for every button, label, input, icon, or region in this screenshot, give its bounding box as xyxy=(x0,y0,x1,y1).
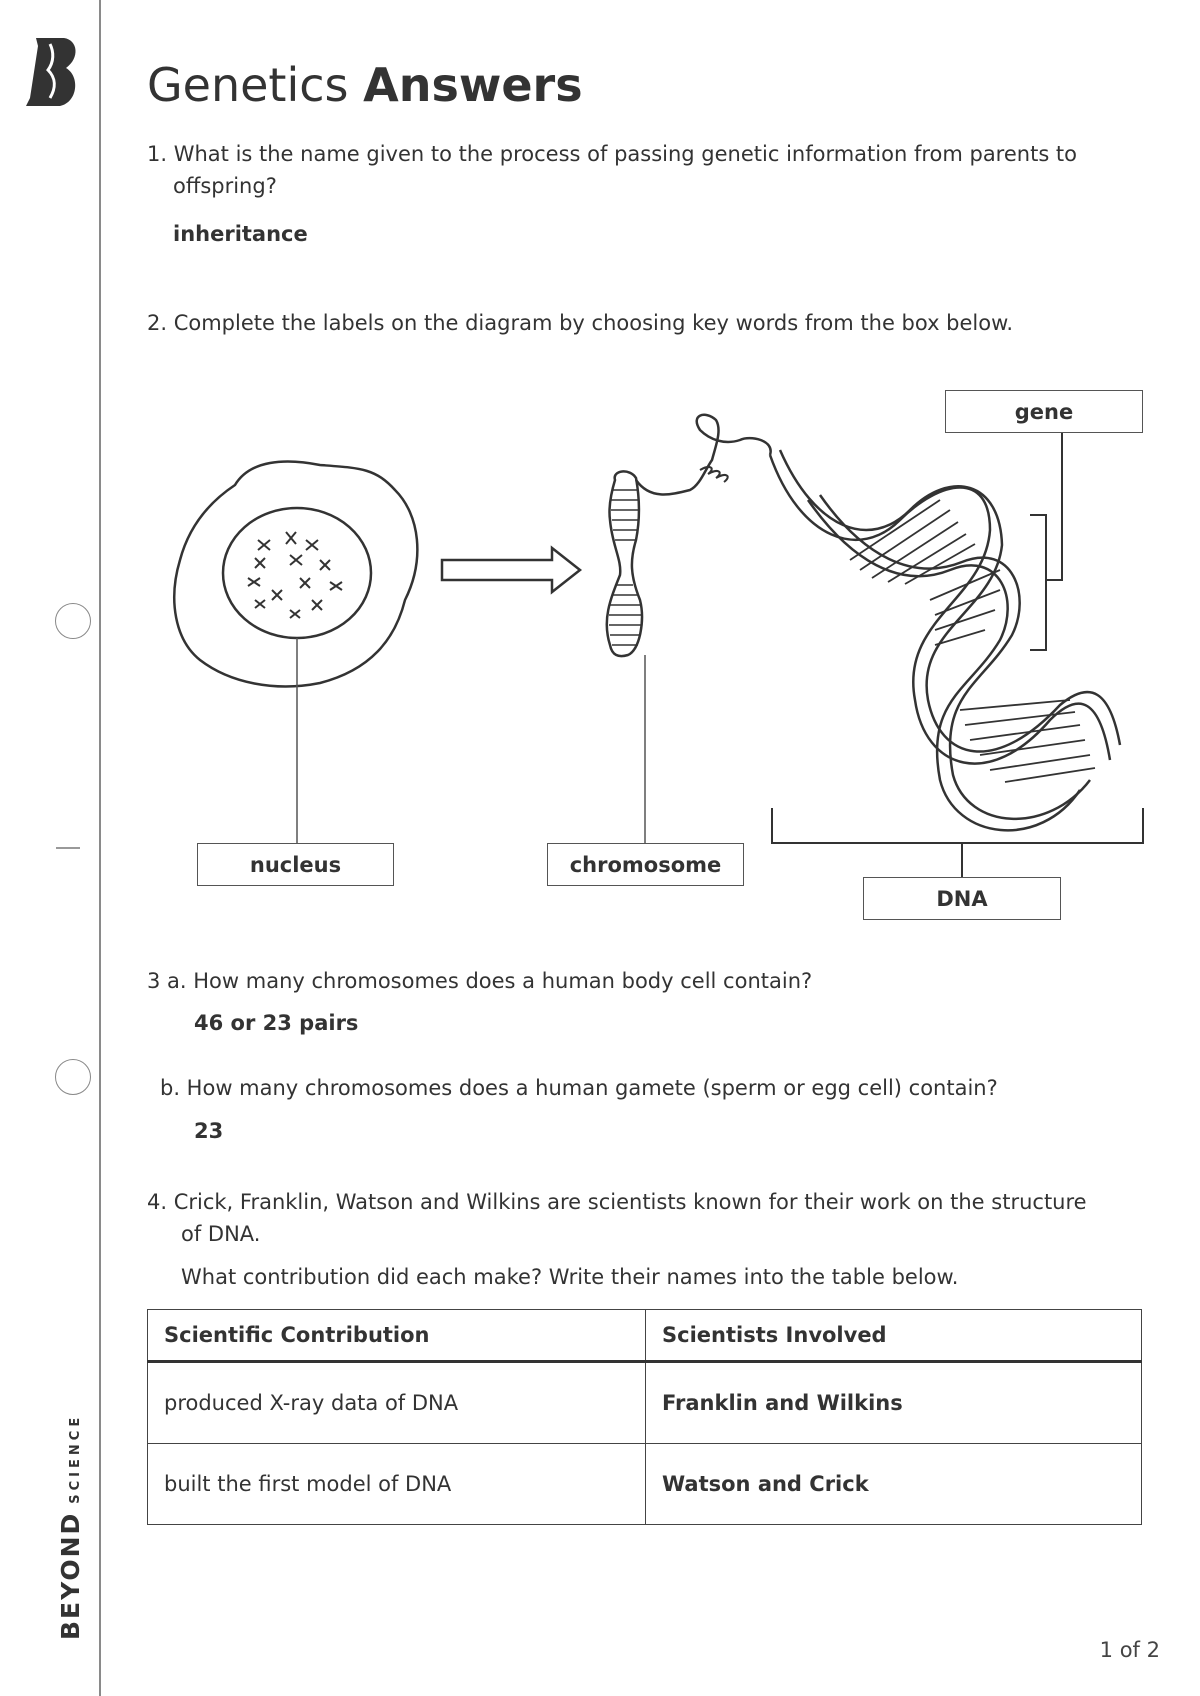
title-bold: Answers xyxy=(363,58,583,112)
question-1-line2: offspring? xyxy=(173,174,277,198)
dna-bracket xyxy=(772,808,1143,843)
binder-hole xyxy=(55,1059,91,1095)
gene-bracket xyxy=(1030,515,1046,650)
brand-subname: SCIENCE xyxy=(68,1413,83,1504)
question-1-line1: 1. What is the name given to the process of passing genetic information from parents to xyxy=(147,142,1078,166)
chromosome-shape xyxy=(607,415,771,656)
question-4 xyxy=(147,1186,1087,1293)
label-chromosome: chromosome xyxy=(547,843,744,886)
contributions-table xyxy=(147,1309,1142,1525)
table-header-row xyxy=(148,1310,1142,1362)
answer-3b: 23 xyxy=(194,1119,224,1143)
nucleus-shape xyxy=(223,508,371,638)
question-4-line3: What contribution did each make? Write their names into the table below. xyxy=(181,1265,959,1289)
brand-wordmark xyxy=(56,1414,85,1640)
title-main: Genetics xyxy=(147,58,349,112)
table-cell-answer: Watson and Crick xyxy=(646,1444,1142,1525)
question-4-line2: of DNA. xyxy=(181,1222,261,1246)
question-3a: 3 a. How many chromosomes does a human body cell contain? xyxy=(147,969,813,993)
table-row xyxy=(148,1362,1142,1444)
answer-3a: 46 or 23 pairs xyxy=(194,1011,359,1035)
question-3b: b. How many chromosomes does a human gamete (sperm or egg cell) contain? xyxy=(160,1076,998,1100)
table-header: Scientific Contribution xyxy=(148,1310,646,1362)
table-cell: built the first model of DNA xyxy=(148,1444,646,1525)
table-cell: produced X-ray data of DNA xyxy=(148,1362,646,1444)
label-nucleus: nucleus xyxy=(197,843,394,886)
answer-1: inheritance xyxy=(173,222,308,246)
gene-pointer-line xyxy=(1046,433,1062,580)
question-4-line1: 4. Crick, Franklin, Watson and Wilkins are scientists known for their work on the structure xyxy=(147,1190,1087,1214)
question-2: 2. Complete the labels on the diagram by choosing key words from the box below. xyxy=(147,311,1014,335)
dna-helix xyxy=(770,450,1120,830)
brand-name: BEYOND xyxy=(56,1511,85,1640)
process-arrow-icon xyxy=(442,548,580,592)
table-cell-answer: Franklin and Wilkins xyxy=(646,1362,1142,1444)
dna-base-pairs xyxy=(850,500,1095,782)
table-row xyxy=(148,1444,1142,1525)
label-dna: DNA xyxy=(863,877,1061,920)
page-number: 1 of 2 xyxy=(1099,1638,1160,1662)
table-header: Scientists Involved xyxy=(646,1310,1142,1362)
label-gene: gene xyxy=(945,390,1143,433)
